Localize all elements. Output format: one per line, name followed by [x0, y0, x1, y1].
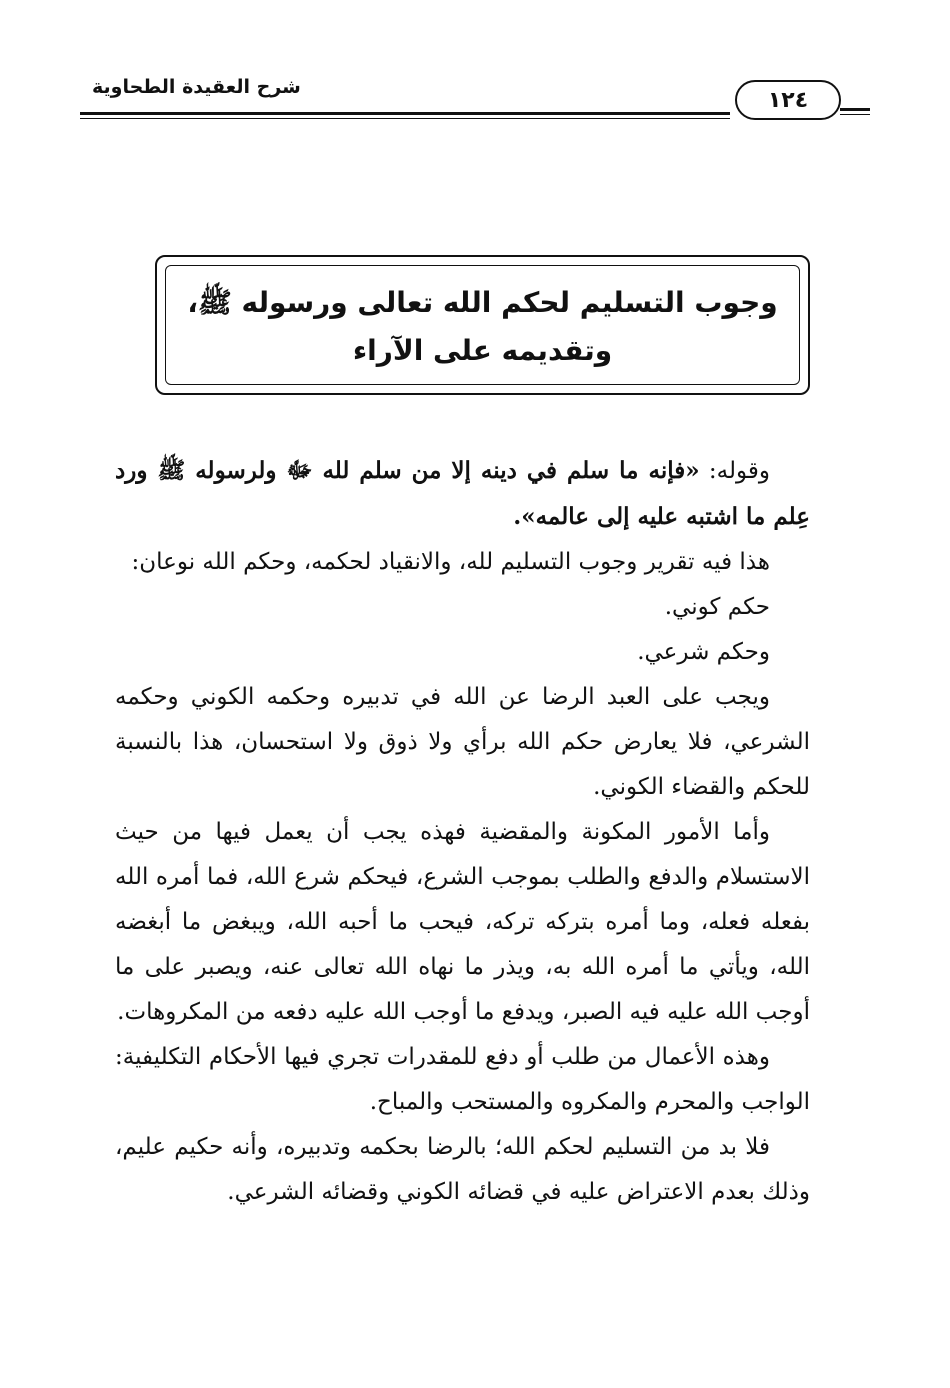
- header-rule-thin: [80, 118, 730, 119]
- body-text: [115, 448, 810, 1215]
- header-rule-right: [840, 108, 870, 111]
- page-header: [80, 70, 870, 120]
- paragraph-3: وأما الأمور المكونة والمقضية فهذه يجب أن يعمل فيها من حيث الاستسلام والدفع والطلب بموجب الشرع، فيحكم شرع الله، فما أمره الله بفعله فعله، وما أمره بتركه تركه، فيحب ما أحبه الله، ويبغض ما أبغضه الله، ويأتي ما أمره الله به، ويذر ما نهاه الله تعالى عنه، ويصبر على ما أوجب الله عليه فيه الصبر، ويدفع ما أوجب الله عليه دفعه من المكروهات.: [115, 819, 810, 1025]
- page-number: ١٢٤: [735, 80, 841, 120]
- paragraph-2: ويجب على العبد الرضا عن الله في تدبيره وحكمه الكوني وحكمه الشرعي، فلا يعارض حكم الله برأي ولا ذوق ولا استحسان، هذا بالنسبة للحكم والقضاء الكوني.: [115, 684, 810, 800]
- section-title-frame: [155, 255, 810, 395]
- running-title: شرح العقيدة الطحاوية: [92, 76, 301, 98]
- quote-paragraph: [115, 448, 810, 540]
- section-title: [175, 279, 790, 375]
- paragraph-5: فلا بد من التسليم لحكم الله؛ بالرضا بحكمه وتدبيره، وأنه حكيم عليم، وذلك بعدم الاعتراض عليه في قضائه الكوني وقضائه الشرعي.: [115, 1134, 810, 1205]
- quote-text: «فإنه ما سلم في دينه إلا من سلم لله ﷻ ولرسوله ﷺ ورد عِلم ما اشتبه عليه إلى عالمه».: [115, 457, 810, 530]
- quote-intro: وقوله:: [699, 458, 770, 484]
- paragraph-1: هذا فيه تقرير وجوب التسليم لله، والانقياد لحكمه، وحكم الله نوعان:: [131, 549, 770, 575]
- paragraph-4: وهذه الأعمال من طلب أو دفع للمقدرات تجري فيها الأحكام التكليفية: الواجب والمحرم والمكروه والمستحب والمباح.: [115, 1044, 810, 1115]
- header-rule-right-thin: [840, 114, 870, 115]
- section-title-line-2: وتقديمه على الآراء: [352, 334, 613, 367]
- section-title-line-1: وجوب التسليم لحكم الله تعالى ورسوله ﷺ،: [187, 286, 778, 319]
- header-rule: [80, 112, 730, 115]
- list-item-1: حكم كوني.: [664, 594, 770, 620]
- list-item-2: وحكم شرعي.: [637, 639, 770, 665]
